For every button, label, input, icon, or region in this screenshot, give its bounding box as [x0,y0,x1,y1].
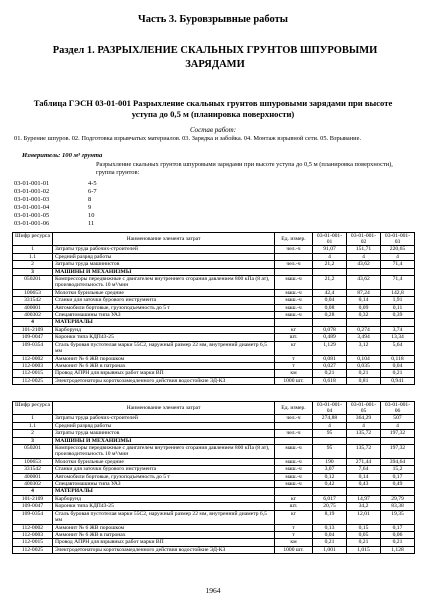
cell-value: 0,13 [313,524,347,531]
cell-unit: кг [275,341,313,355]
cell-name: Затраты труда машинистов [53,430,275,437]
code-list-item: 03-01-001-02 6-7 [14,187,97,195]
cell-value: 4 [313,253,347,260]
page-number: 1964 [205,586,221,595]
cell-value: 12,01 [347,510,381,524]
cell-code: 1.1 [13,253,53,260]
cell-value: 0,14 [347,297,381,304]
table-row [13,430,415,437]
table-title: Таблица ГЭСН 03-01-001 Разрыхление скальных грунтов шпуровыми зарядами при высоте уступа до 0,5 м (планировка поверхности) [33,98,393,119]
cell-value: 0,118 [381,355,415,362]
cell-name: Спецавтомашины типа УАЗ [53,481,275,488]
cell-unit: чел.-ч [275,261,313,268]
cell-value: 1,129 [313,341,347,355]
resource-table-1 [12,232,415,385]
cell-name: Станки для заточки бурового инструмента [53,466,275,473]
cell-name: Сталь буровая пустотелая марки 55С2, наружный размер 22 мм, внутренний диаметр 6,5 мм [53,510,275,524]
section-title: Раздел 1. РАЗРЫХЛЕНИЕ СКАЛЬНЫХ ГРУНТОВ ШПУРОВЫМИ ЗАРЯДАМИ [52,45,378,70]
header-col: 03-01-001-02 [347,233,381,246]
cell-value: 1,128 [381,546,415,553]
cell-value: 0,21 [381,370,415,377]
cell-value: 0,81 [347,377,381,384]
cell-unit: 1000 шт. [275,546,313,553]
cell-value: 135,72 [347,445,381,459]
cell-code: 400001 [13,304,53,311]
cell-value: 4 [347,253,381,260]
cell-value: 83,38 [381,503,415,510]
cell-value: 3,74 [381,326,415,333]
cell-unit: т [275,362,313,369]
table-row [13,355,415,362]
cell-unit: 1000 шт. [275,377,313,384]
cell-name: Автомобили бортовые, грузоподъемность до 5 т [53,304,275,311]
cell-code: 1.1 [13,422,53,429]
cell-value: 0,035 [347,362,381,369]
cell-value [381,488,415,495]
cell-value: 220,65 [381,246,415,253]
cell-value: 42,4 [313,289,347,296]
cell-unit: маш.-ч [275,276,313,290]
cell-value [313,488,347,495]
cell-value: 274,88 [313,415,347,422]
cell-value: 3,12 [347,341,381,355]
cell-value: 0,21 [381,539,415,546]
cell-code: 109-0047 [13,503,53,510]
cell-value: 0,08 [313,304,347,311]
cell-unit: маш.-ч [275,445,313,459]
cell-name: Станки для заточки бурового инструмента [53,297,275,304]
cell-name: Компрессоры передвижные с двигателем внутреннего сгорания давлением 800 кПа (8 ат), производительность 10 м³/мин [53,276,275,290]
cell-name: Молотки бурильные средние [53,289,275,296]
cell-unit: кг [275,326,313,333]
cell-name: Коронки типа КДП43-25 [53,503,275,510]
table-row [13,341,415,355]
cell-code: 112-0002 [13,524,53,531]
cell-value: 151,71 [347,246,381,253]
cell-value: 34,2 [347,503,381,510]
cell-name: МАШИНЫ И МЕХАНИЗМЫ [53,268,275,275]
cell-value [381,268,415,275]
composition-heading: Состав работ: [189,126,237,134]
cell-code: 1 [13,415,53,422]
cell-name: Средний разряд работы [53,422,275,429]
cell-unit: маш.-ч [275,289,313,296]
cell-value: 5,64 [381,341,415,355]
cell-unit: маш.-ч [275,481,313,488]
cell-code: 112-0015 [13,370,53,377]
cell-value: 0,17 [381,473,415,480]
cell-value [381,319,415,326]
table-row [13,539,415,546]
cell-unit: кг [275,495,313,502]
cell-value [313,268,347,275]
cell-code: 112-0003 [13,362,53,369]
measure: Измеритель: 100 м³ грунта [22,152,103,159]
cell-name: Аммонит № 6 ЖВ в патронах [53,362,275,369]
table-row [13,437,415,444]
cell-value: 3,494 [347,334,381,341]
table-row [13,546,415,553]
cell-code: 400302 [13,312,53,319]
cell-value: 0,15 [347,524,381,531]
header-unit: Ед. измер. [275,402,313,415]
cell-unit: маш.-ч [275,458,313,465]
cell-value: 0,09 [347,304,381,311]
cell-value: 0,21 [313,370,347,377]
cell-value: 1,91 [381,297,415,304]
cell-value: 1,001 [313,546,347,553]
cell-value: 0,04 [313,531,347,538]
cell-name: Электродетонаторы короткозамедленного действия водостойкие ЭД-КЗ [53,377,275,384]
cell-value: 19,35 [381,510,415,524]
cell-value: 0,11 [381,304,415,311]
cell-code: 4 [13,488,53,495]
cell-unit [275,319,313,326]
cell-value: 4 [313,422,347,429]
table-row [13,445,415,459]
table-row [13,495,415,502]
cell-value: 95 [313,445,347,459]
cell-code: 3 [13,437,53,444]
cell-unit: т [275,531,313,538]
cell-value: 364,29 [347,415,381,422]
table-row [13,246,415,253]
table-row [13,297,415,304]
cell-unit: маш.-ч [275,304,313,311]
cell-value: 0,078 [313,326,347,333]
cell-value: 15,2 [381,466,415,473]
table-row [13,481,415,488]
cell-value: 0,49 [381,481,415,488]
cell-value: 142,8 [381,289,415,296]
cell-code: 2 [13,261,53,268]
cell-value: 95 [313,430,347,437]
cell-unit: шт. [275,334,313,341]
cell-value: 1,015 [347,546,381,553]
cell-value: 0,21 [347,370,381,377]
cell-value: 8,19 [313,510,347,524]
cell-value: 0,06 [381,531,415,538]
cell-name: Электродетонаторы короткозамедленного действия водостойкие ЭД-КЗ [53,546,275,553]
part-title: Часть 3. Буровзрывные работы [137,14,288,25]
cell-unit: маш.-ч [275,473,313,480]
cell-value: 271,44 [347,458,381,465]
cell-unit [275,268,313,275]
cell-code: 112-0002 [13,355,53,362]
cell-code: 112-0025 [13,377,53,384]
cell-unit: км [275,539,313,546]
cell-value: 91,07 [313,246,347,253]
cell-code: 4 [13,319,53,326]
cell-value: 14,97 [347,495,381,502]
header-col: 03-01-001-06 [381,402,415,415]
cell-unit: чел.-ч [275,246,313,253]
cell-value: 0,274 [347,326,381,333]
table-row [13,503,415,510]
cell-name: Карборунд [53,495,275,502]
cell-value: 0,39 [381,312,415,319]
table-row [13,276,415,290]
code-list-item: 03-01-001-01 4-5 [14,180,97,187]
table-row [13,304,415,311]
header-name: Наименование элемента затрат [53,402,275,415]
cell-unit: чел.-ч [275,430,313,437]
cell-unit: шт. [275,503,313,510]
cell-name: Карборунд [53,326,275,333]
cell-unit: маш.-ч [275,312,313,319]
cell-value: 0,21 [347,539,381,546]
cell-value: 71,4 [381,276,415,290]
cell-code: 331542 [13,466,53,473]
cell-code: 2 [13,430,53,437]
cell-unit [275,488,313,495]
header-col: 03-01-001-05 [347,402,381,415]
cell-name: Затраты труда рабочих-строителей [53,415,275,422]
cell-value: 0,32 [347,312,381,319]
cell-value: 21,2 [313,276,347,290]
cell-code: 050201 [13,445,53,459]
cell-name: Компрессоры передвижные с двигателем внутреннего сгорания давлением 800 кПа (8 ат), производительность 10 м³/мин [53,445,275,459]
cell-value [347,488,381,495]
code-list-item: 03-01-001-03 8 [14,195,92,203]
cell-code: 3 [13,268,53,275]
table-row [13,531,415,538]
code-list-item: 03-01-001-04 9 [14,203,92,211]
cell-code: 112-0025 [13,546,53,553]
cell-code: 112-0003 [13,531,53,538]
cell-unit: кг [275,510,313,524]
cell-name: Провод АПРН для взрывных работ марки ВП [53,539,275,546]
table-row [13,289,415,296]
cell-code: 101-2109 [13,326,53,333]
header-unit: Ед. измер. [275,233,313,246]
cell-value: 190 [313,458,347,465]
cell-unit: т [275,524,313,531]
cell-value: 197,32 [381,445,415,459]
composition-text: 01. Бурение шпуров. 02. Подготовка взрывчатых материалов. 03. Зарядка и забойка. 04. Монтаж взрывной сети. 05. Взрывание. [14,135,362,142]
code-list [14,180,97,227]
cell-value: 71,4 [381,261,415,268]
cell-code: 109-0354 [13,341,53,355]
table-row [13,458,415,465]
cell-value [347,268,381,275]
cell-value: 20,75 [313,503,347,510]
cell-value [313,437,347,444]
cell-unit [275,422,313,429]
cell-value: 7,64 [347,466,381,473]
cell-code: 100653 [13,289,53,296]
cell-name: Аммонит № 6 ЖВ порошком [53,355,275,362]
cell-value: 0,104 [347,355,381,362]
table-row [13,422,415,429]
cell-value: 0,618 [313,377,347,384]
table-row [13,377,415,384]
table-row [13,253,415,260]
cell-value: 0,05 [347,531,381,538]
code-list-item: 03-01-001-06 11 [14,219,95,227]
cell-value: 394,64 [381,458,415,465]
table-row [13,524,415,531]
table-row [13,370,415,377]
cell-unit: маш.-ч [275,297,313,304]
table-row [13,415,415,422]
cell-value: 43,62 [347,261,381,268]
cell-code: 1 [13,246,53,253]
cell-value: 135,72 [347,430,381,437]
cell-code: 050201 [13,276,53,290]
cell-value: 197,32 [381,430,415,437]
table-row [13,326,415,333]
cell-code: 109-0354 [13,510,53,524]
cell-value: 0,28 [313,312,347,319]
cell-value: 0,14 [347,473,381,480]
cell-value: 21,2 [313,261,347,268]
cell-unit: чел.-ч [275,415,313,422]
cell-value [347,437,381,444]
cell-name: Аммонит № 6 ЖВ в патронах [53,531,275,538]
cell-code: 112-0015 [13,539,53,546]
cell-value: 4 [381,422,415,429]
table-row [13,319,415,326]
cell-value: 0,081 [313,355,347,362]
cell-name: МАТЕРИАЛЫ [53,319,275,326]
cell-name: Автомобили бортовые, грузоподъемность до 5 т [53,473,275,480]
cell-name: Провод АПРН для взрывных работ марки ВП [53,370,275,377]
cell-name: Средний разряд работы [53,253,275,260]
cell-value: 0,12 [313,473,347,480]
table-row [13,488,415,495]
cell-unit [275,253,313,260]
cell-value: 4 [347,422,381,429]
cell-unit [275,437,313,444]
header-col: 03-01-001-03 [381,233,415,246]
cell-name: Молотки бурильные средние [53,458,275,465]
code-list-item: 03-01-001-05 10 [14,211,95,219]
cell-code: 400001 [13,473,53,480]
table-row [13,466,415,473]
cell-code: 101-2109 [13,495,53,502]
cell-value [313,319,347,326]
header-col: 03-01-001-01 [313,233,347,246]
cell-code: 100653 [13,458,53,465]
table-row [13,362,415,369]
cell-value: 6,017 [313,495,347,502]
cell-name: Аммонит № 6 ЖВ порошком [53,524,275,531]
cell-value: 0,21 [313,539,347,546]
cell-code: 109-0047 [13,334,53,341]
cell-value: 3,07 [313,466,347,473]
header-cipher: Шифр ресурса [13,402,53,415]
table-row [13,268,415,275]
cell-value: 29,79 [381,495,415,502]
cell-name: Коронки типа КДП43-25 [53,334,275,341]
header-name: Наименование элемента затрат [53,233,275,246]
cell-code: 331542 [13,297,53,304]
cell-value: 0,17 [381,524,415,531]
table-row [13,473,415,480]
cell-value [381,437,415,444]
table-row [13,334,415,341]
cell-value: 0,04 [313,297,347,304]
cell-value: 0,489 [313,334,347,341]
table-row [13,261,415,268]
table-row [13,312,415,319]
cell-value: 0,42 [313,481,347,488]
cell-name: МАТЕРИАЛЫ [53,488,275,495]
measure-description: Разрыхление скальных грунтов шпуровыми зарядами при высоте уступа до 0,5 м (планировка поверхности), группа грунтов: [96,161,393,176]
cell-value: 13,34 [381,334,415,341]
cell-code: 400302 [13,481,53,488]
header-col: 03-01-001-04 [313,402,347,415]
cell-value: 87,24 [347,289,381,296]
cell-unit: маш.-ч [275,466,313,473]
cell-value [347,319,381,326]
cell-name: Сталь буровая пустотелая марки 55С2, наружный размер 22 мм, внутренний диаметр 6,5 мм [53,341,275,355]
table-row [13,510,415,524]
cell-name: МАШИНЫ И МЕХАНИЗМЫ [53,437,275,444]
cell-value: 0,04 [381,362,415,369]
cell-unit: т [275,355,313,362]
header-cipher: Шифр ресурса [13,233,53,246]
cell-name: Затраты труда рабочих-строителей [53,246,275,253]
cell-unit: км [275,370,313,377]
resource-table-2 [12,401,415,554]
cell-value: 43,62 [347,276,381,290]
cell-value: 507 [381,415,415,422]
cell-value: 0,027 [313,362,347,369]
cell-value: 4 [381,253,415,260]
cell-value: 0,941 [381,377,415,384]
cell-value: 0,43 [347,481,381,488]
cell-name: Затраты труда машинистов [53,261,275,268]
cell-name: Спецавтомашины типа УАЗ [53,312,275,319]
